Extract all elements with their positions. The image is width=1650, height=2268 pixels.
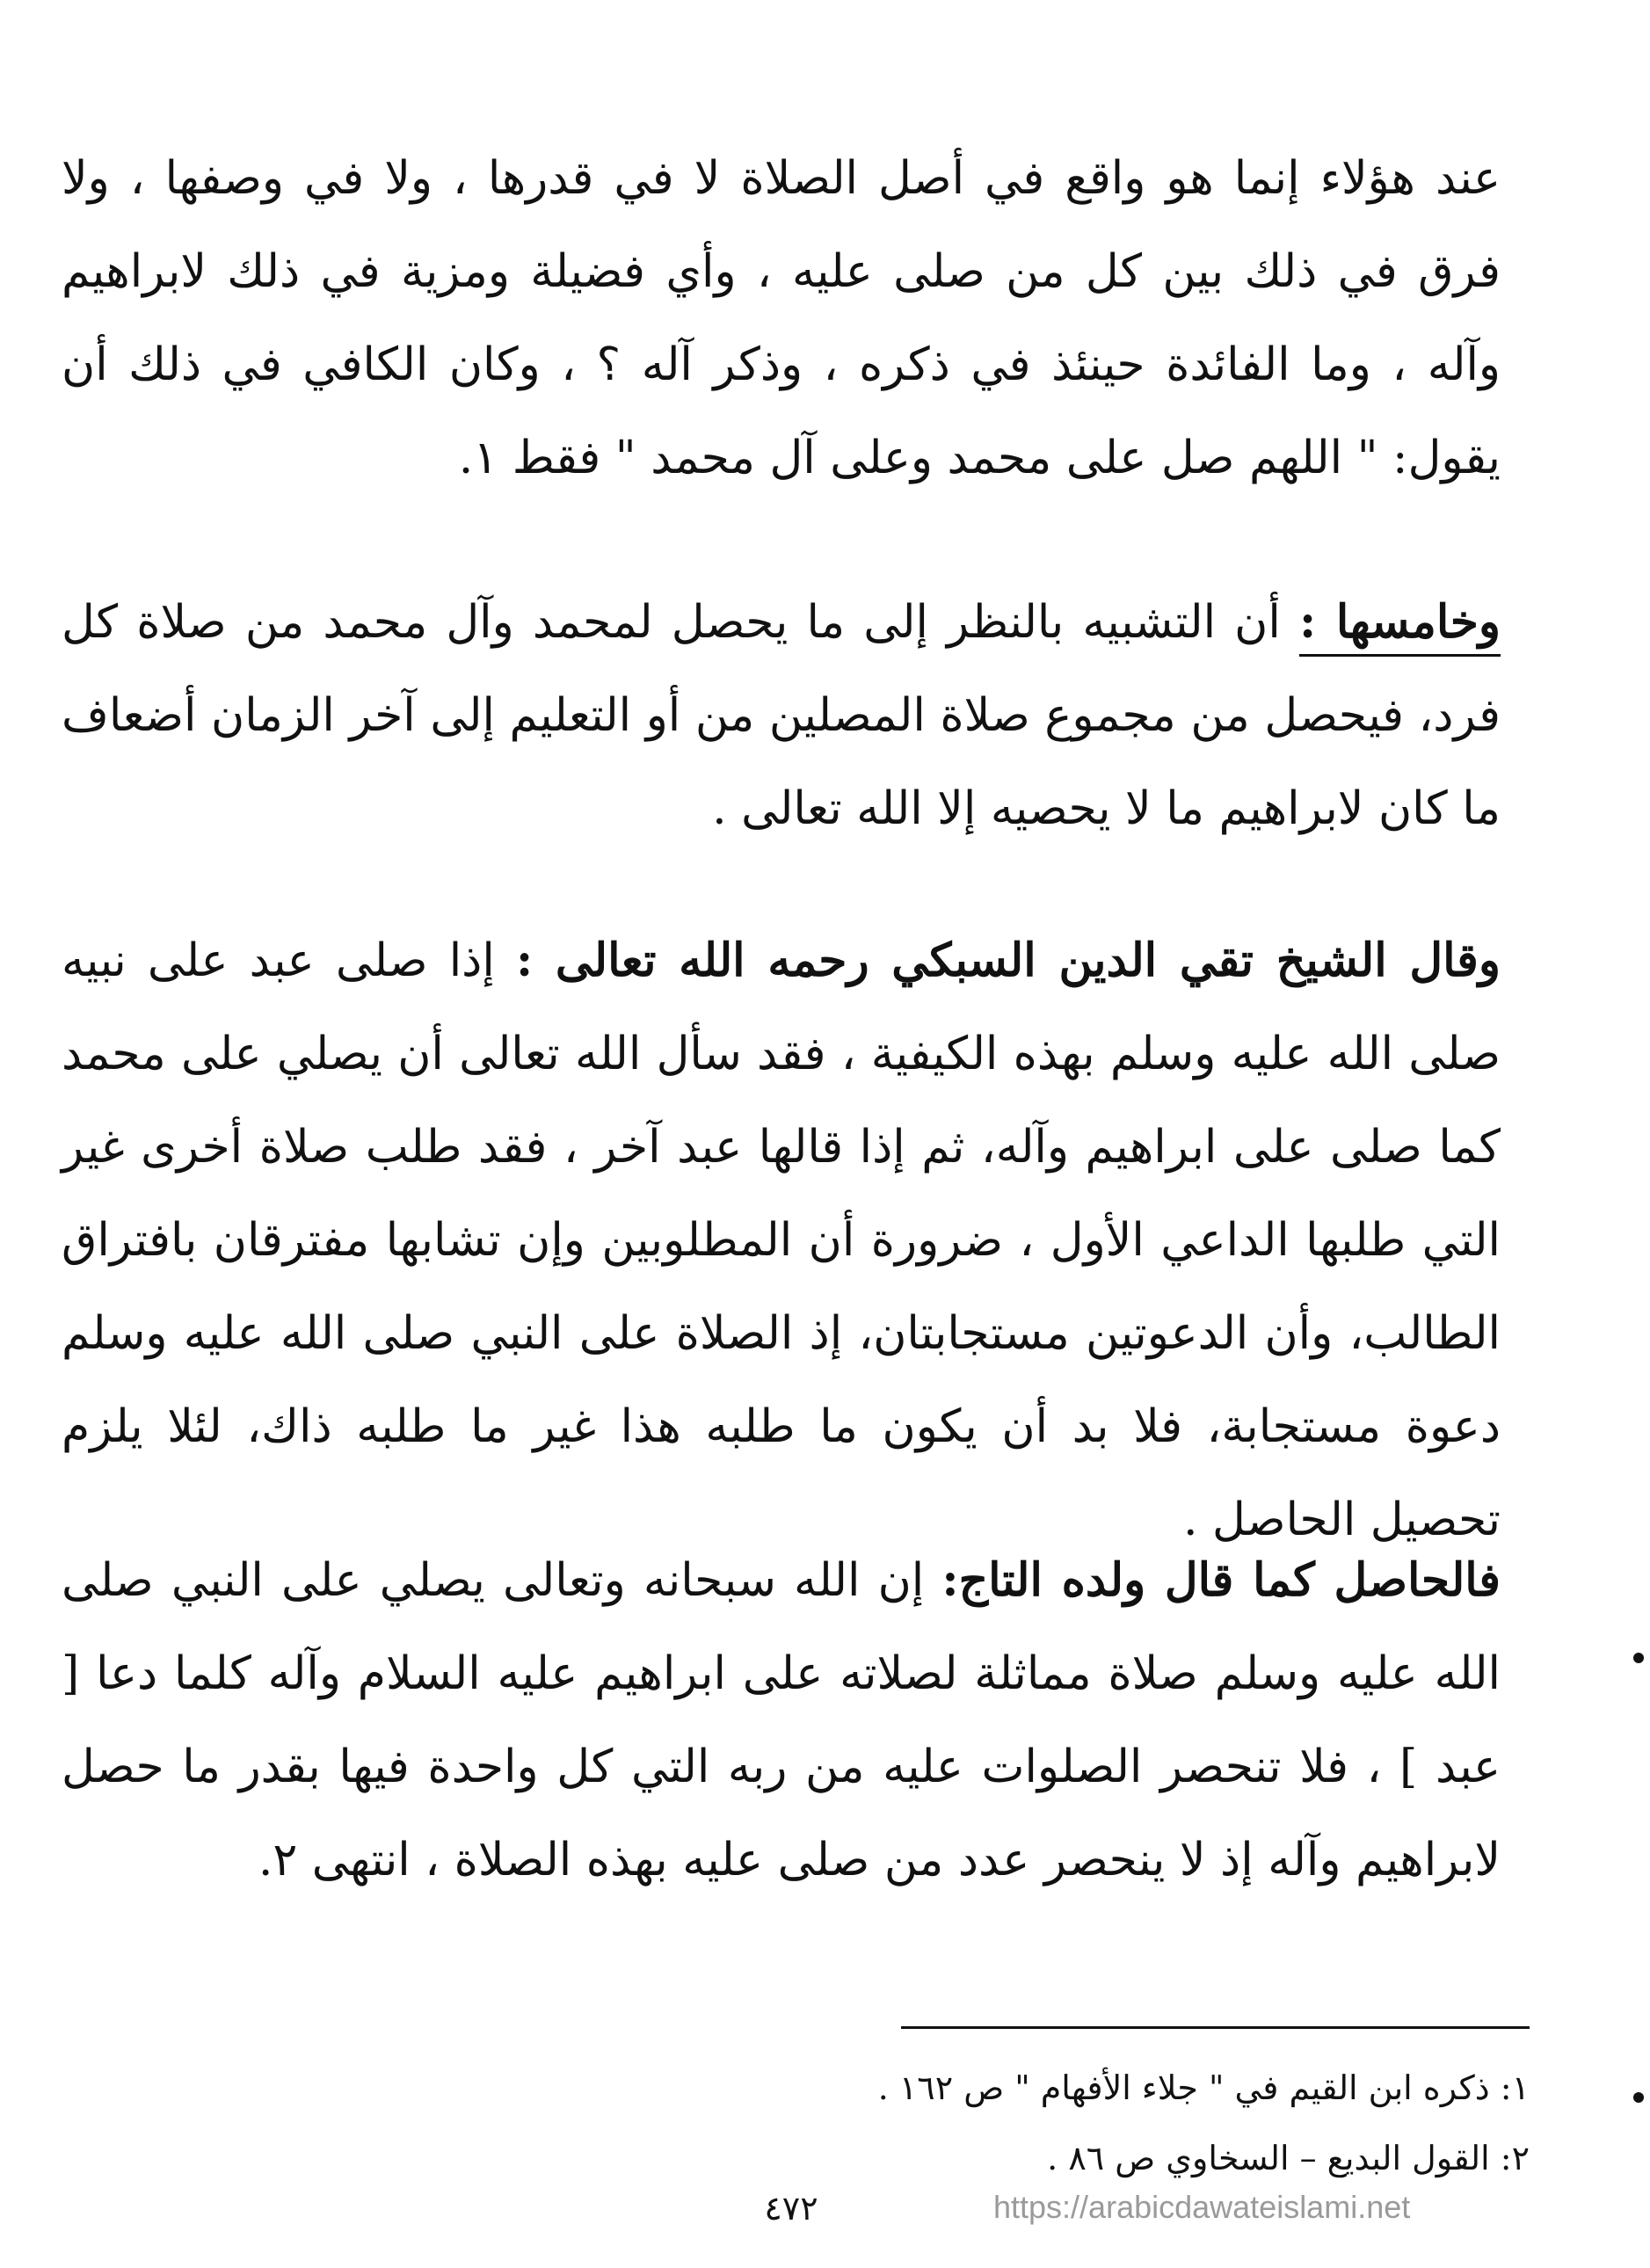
page-number: ٤٧٢ [764,2189,818,2228]
paragraph-2-text: أن التشبيه بالنظر إلى ما يحصل لمحمد وآل محمد من صلاة كل فرد، فيحصل من مجموع صلاة المصلين من أو التعليم إلى آخر الزمان أضعاف ما كان لابراهيم ما لا يحصيه إلا الله تعالى . [62,596,1501,835]
paragraph-1-text: عند هؤلاء إنما هو واقع في أصل الصلاة لا في قدرها ، ولا في وصفها ، ولا فرق في ذلك بين كل من صلى عليه ، وأي فضيلة ومزية في ذلك لابراهيم وآله ، وما الفائدة حينئذ في ذكره ، وذكر آله ؟ ، وكان الكافي في ذلك أن يقول: " اللهم صل على محمد وعلى آل محمد " فقط ١. [62,152,1501,484]
paragraph-2-heading: وخامسها : [1299,595,1501,657]
paragraph-2 [62,576,1501,855]
footnote-divider [901,2026,1530,2029]
margin-dot [1633,1653,1644,1663]
footnotes [615,2053,1530,2193]
paragraph-3-heading: وقال الشيخ تقي الدين السبكي رحمه الله تعالى : [515,934,1501,987]
paragraph-3 [62,914,1501,1567]
paragraph-4-text: إن الله سبحانه وتعالى يصلي على النبي صلى الله عليه وسلم صلاة مماثلة لصلاته على ابراهيم عليه السلام وآله كلما دعا [ عبد ] ، فلا تنحصر الصلوات عليه من ربه التي كل واحدة فيها بقدر ما حصل لابراهيم وآله إذ لا ينحصر عدد من صلى عليه بهذه الصلاة ، انتهى ٢. [62,1554,1501,1886]
paragraph-3-text: إذا صلى عبد على نبيه صلى الله عليه وسلم بهذه الكيفية ، فقد سأل الله تعالى أن يصلي على محمد كما صلى على ابراهيم وآله، ثم إذا قالها عبد آخر ، فقد طلب صلاة أخرى غير التي طلبها الداعي الأول ، ضرورة أن المطلوبين وإن تشابها مفترقان بافتراق الطالب، وأن الدعوتين مستجابتان، إذ الصلاة على النبي صلى الله عليه وسلم دعوة مستجابة، فلا بد أن يكون ما طلبه هذا غير ما طلبه ذاك، لئلا يلزم تحصيل الحاصل . [62,934,1501,1546]
margin-dot [1633,2092,1644,2103]
paragraph-4 [62,1534,1501,1907]
watermark-url: https://arabicdawateislami.net [993,2189,1411,2225]
footnote-1: ١: ذكره ابن القيم في " جلاء الأفهام " ص ١٦٢ . [877,2068,1530,2107]
footnote-2: ٢: القول البديع – السخاوي ص ٨٦ . [1047,2139,1530,2177]
paragraph-1 [62,132,1501,505]
paragraph-4-heading: فالحاصل كما قال ولده التاج: [941,1553,1501,1607]
